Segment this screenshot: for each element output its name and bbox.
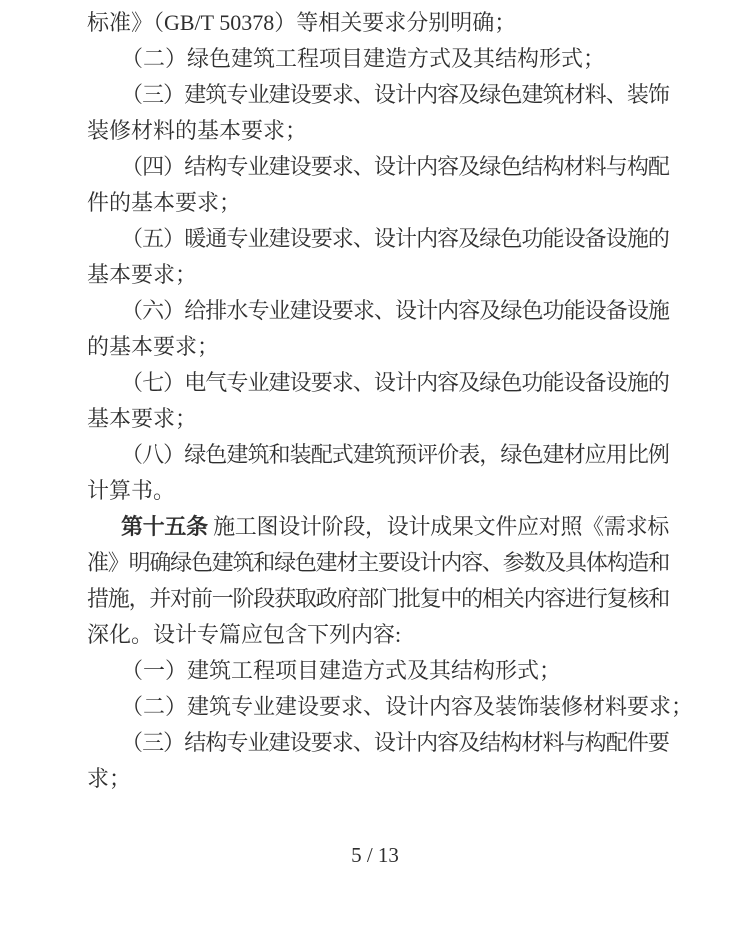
text-line: 深化。设计专篇应包含下列内容: xyxy=(87,622,402,647)
text-line: 的基本要求； xyxy=(87,334,220,359)
text-block xyxy=(87,5,694,797)
text-line: （二）绿色建筑工程项目建造方式及其结构形式； xyxy=(121,46,606,71)
text-line: （一）建筑工程项目建造方式及其结构形式； xyxy=(121,658,562,683)
text-line: （六）给排水专业建设要求、设计内容及绿色功能设备设施 xyxy=(121,298,669,323)
line-text: 施工图设计阶段，设计成果文件应对照《需求标 xyxy=(207,514,670,539)
text-line: （五）暖通专业建设要求、设计内容及绿色功能设备设施的 xyxy=(121,226,669,251)
article-number-bold: 第十五条 xyxy=(121,514,208,539)
text-line: 措施，并对前一阶段获取政府部门批复中的相关内容进行复核和 xyxy=(87,586,669,611)
text-line: （七）电气专业建设要求、设计内容及绿色功能设备设施的 xyxy=(121,370,669,395)
text-line: 计算书。 xyxy=(87,478,176,503)
text-line: 准》明确绿色建筑和绿色建材主要设计内容、参数及具体构造和 xyxy=(87,550,669,575)
text-line: 装修材料的基本要求； xyxy=(87,118,308,143)
text-line: （三）结构专业建设要求、设计内容及结构材料与构配件要 xyxy=(121,730,669,755)
text-line: （八）绿色建筑和装配式建筑预评价表，绿色建材应用比例 xyxy=(121,442,669,467)
text-line: （三）建筑专业建设要求、设计内容及绿色建筑材料、装饰 xyxy=(121,82,669,107)
text-line: （二）建筑专业建设要求、设计内容及装饰装修材料要求； xyxy=(121,694,694,719)
text-line: （四）结构专业建设要求、设计内容及绿色结构材料与构配 xyxy=(121,154,669,179)
text-line: 标准》（GB/T 50378）等相关要求分别明确； xyxy=(87,10,517,35)
text-line: 件的基本要求； xyxy=(87,190,242,215)
text-line: 基本要求； xyxy=(87,262,198,287)
text-line: 求； xyxy=(87,766,132,791)
text-line xyxy=(87,509,669,545)
page-number: 5 / 13 xyxy=(351,843,399,867)
text-line: 基本要求； xyxy=(87,406,198,431)
